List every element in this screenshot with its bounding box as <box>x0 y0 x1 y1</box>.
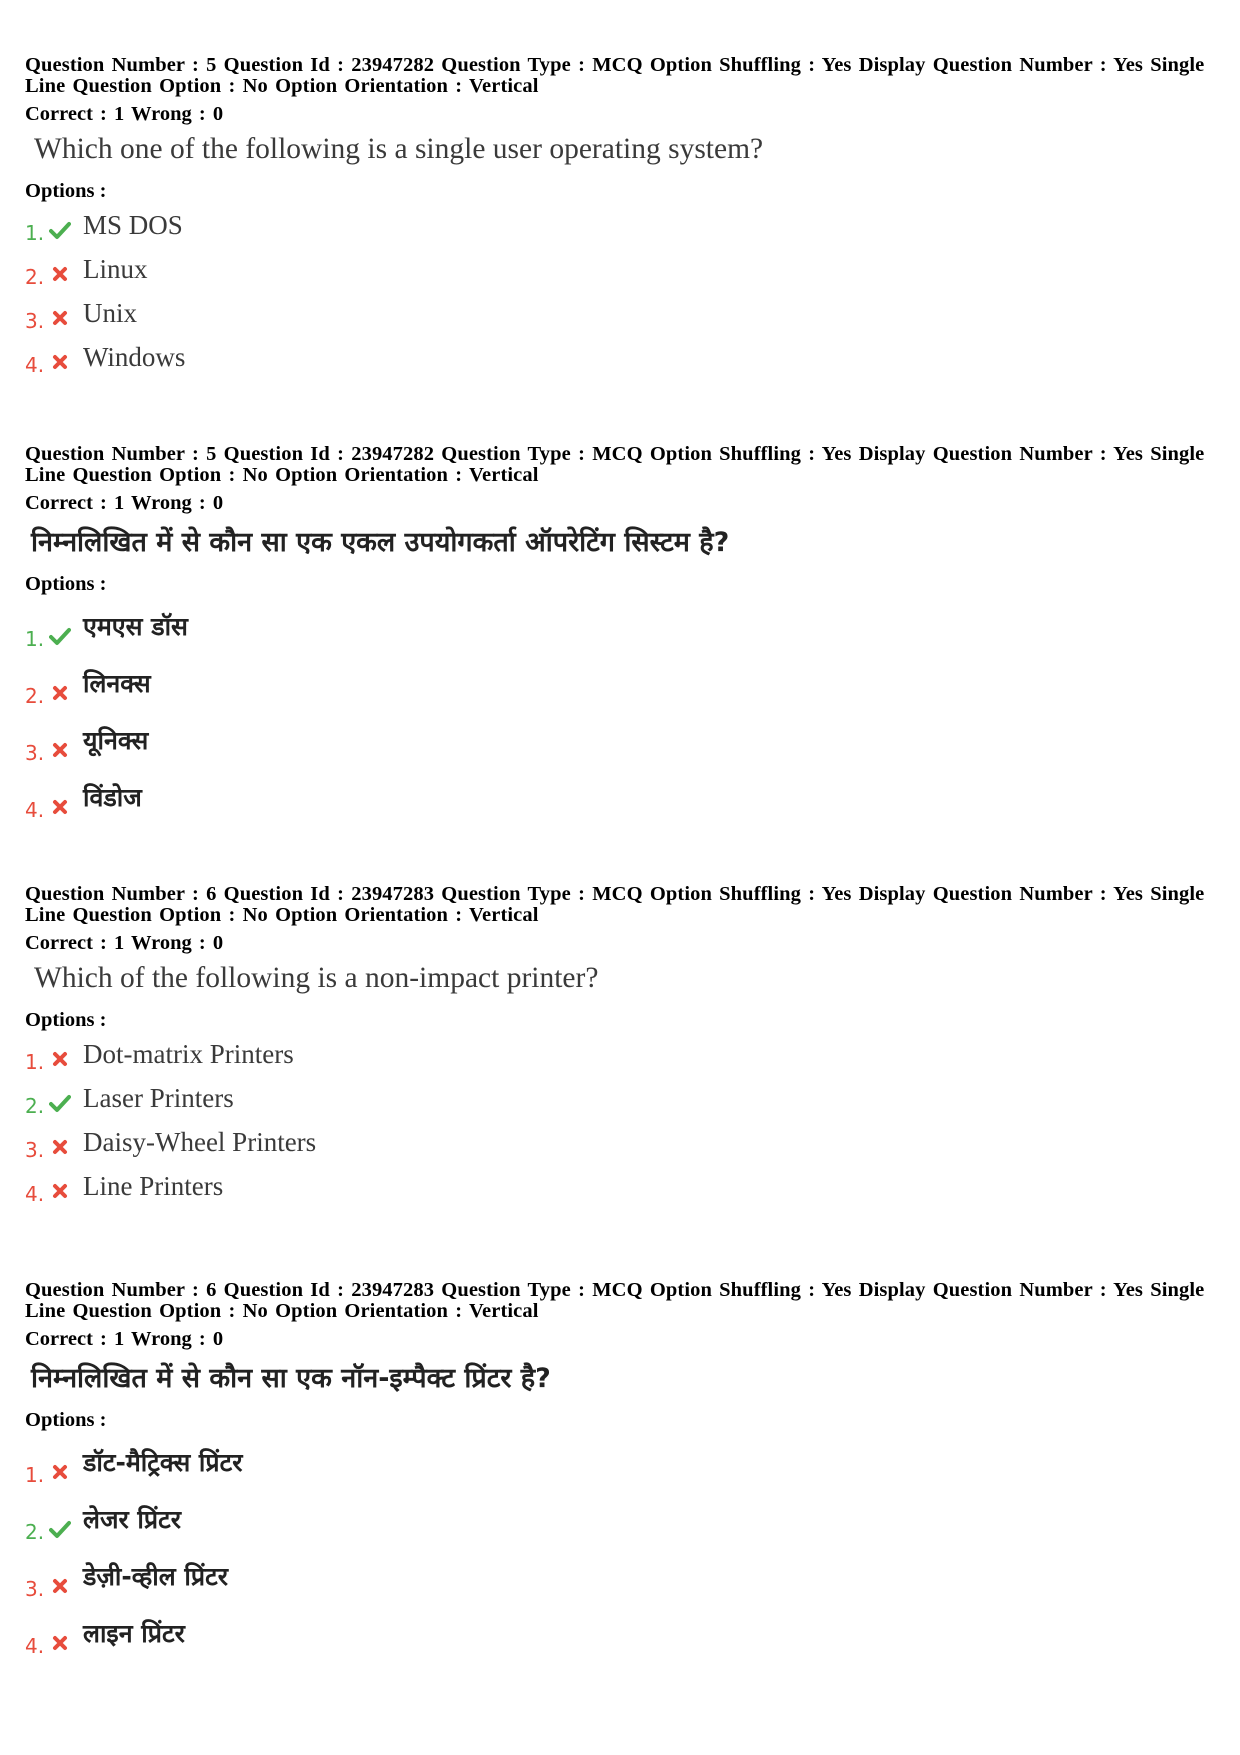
option-text: एमएस डॉस <box>83 612 188 641</box>
question-text: Which of the following is a non-impact printer? <box>34 962 599 994</box>
marking-scheme: Correct : 1 Wrong : 0 <box>25 492 224 514</box>
options-label: Options : <box>25 180 107 202</box>
option-number: 2. <box>25 1094 45 1118</box>
option-text: Dot-matrix Printers <box>83 1039 294 1069</box>
option-text: Line Printers <box>83 1171 224 1201</box>
check-icon <box>49 1092 71 1114</box>
option-number: 4. <box>25 353 45 377</box>
cross-icon <box>49 682 71 704</box>
option-number: 3. <box>25 1138 45 1162</box>
option-text: Unix <box>83 298 137 328</box>
option-text: Windows <box>83 342 186 372</box>
question-block <box>25 884 1215 1208</box>
option-text: लिनक्स <box>83 669 151 698</box>
check-icon <box>49 1518 71 1540</box>
option-number: 1. <box>25 1050 45 1074</box>
option-text: डॉट-मैट्रिक्स प्रिंटर <box>83 1448 243 1477</box>
option-number: 4. <box>25 1634 45 1658</box>
option-text: लेजर प्रिंटर <box>83 1505 181 1534</box>
question-meta: Question Number : 5 Question Id : 23947282 Question Type : MCQ Option Shuffling : Yes Display Question Number : Yes Single Line Question Option : No Option Orientation : Vertical <box>25 443 1205 486</box>
question-meta: Question Number : 5 Question Id : 23947282 Question Type : MCQ Option Shuffling : Yes Display Question Number : Yes Single Line Question Option : No Option Orientation : Vertical <box>25 54 1205 97</box>
option-number: 2. <box>25 265 45 289</box>
check-icon <box>49 219 71 241</box>
option-item <box>25 1489 1215 1546</box>
option-number: 1. <box>25 627 45 651</box>
option-item <box>25 710 1215 767</box>
option-item <box>25 653 1215 710</box>
option-number: 3. <box>25 741 45 765</box>
option-item <box>25 1164 1215 1208</box>
cross-icon <box>49 1180 71 1202</box>
option-item <box>25 1546 1215 1603</box>
option-number: 1. <box>25 1463 45 1487</box>
option-number: 1. <box>25 221 45 245</box>
option-item <box>25 247 1215 291</box>
cross-icon <box>49 1048 71 1070</box>
option-item <box>25 1032 1215 1076</box>
cross-icon <box>49 796 71 818</box>
cross-icon <box>49 307 71 329</box>
cross-icon <box>49 1632 71 1654</box>
question-block <box>25 444 1215 824</box>
option-text: यूनिक्स <box>83 726 149 755</box>
marking-scheme: Correct : 1 Wrong : 0 <box>25 932 224 954</box>
option-item <box>25 1432 1215 1489</box>
option-item <box>25 767 1215 824</box>
question-meta: Question Number : 6 Question Id : 23947283 Question Type : MCQ Option Shuffling : Yes Display Question Number : Yes Single Line Question Option : No Option Orientation : Vertical <box>25 1279 1205 1322</box>
option-text: MS DOS <box>83 210 183 240</box>
cross-icon <box>49 351 71 373</box>
option-text: Daisy-Wheel Printers <box>83 1127 317 1157</box>
option-item <box>25 1076 1215 1120</box>
option-number: 2. <box>25 1520 45 1544</box>
option-text: लाइन प्रिंटर <box>83 1619 185 1648</box>
option-text: डेज़ी-व्हील प्रिंटर <box>83 1562 228 1591</box>
option-item <box>25 203 1215 247</box>
option-item <box>25 596 1215 653</box>
option-text: विंडोज <box>83 783 142 812</box>
question-paper <box>25 0 1215 1755</box>
question-meta: Question Number : 6 Question Id : 23947283 Question Type : MCQ Option Shuffling : Yes Display Question Number : Yes Single Line Question Option : No Option Orientation : Vertical <box>25 883 1205 926</box>
question-block <box>25 55 1215 379</box>
option-number: 4. <box>25 1182 45 1206</box>
cross-icon <box>49 1461 71 1483</box>
option-item <box>25 291 1215 335</box>
option-item <box>25 1603 1215 1660</box>
option-item <box>25 335 1215 379</box>
question-text: निम्नलिखित में से कौन सा एक नॉन-इम्पैक्ट प्रिंटर है? <box>31 1363 551 1394</box>
option-item <box>25 1120 1215 1164</box>
cross-icon <box>49 739 71 761</box>
marking-scheme: Correct : 1 Wrong : 0 <box>25 103 224 125</box>
question-text: निम्नलिखित में से कौन सा एक एकल उपयोगकर्ता ऑपरेटिंग सिस्टम है? <box>31 527 730 558</box>
option-number: 3. <box>25 1577 45 1601</box>
cross-icon <box>49 1575 71 1597</box>
options-label: Options : <box>25 1009 107 1031</box>
question-block <box>25 1280 1215 1660</box>
option-number: 2. <box>25 684 45 708</box>
option-number: 3. <box>25 309 45 333</box>
option-text: Laser Printers <box>83 1083 234 1113</box>
option-text: Linux <box>83 254 148 284</box>
marking-scheme: Correct : 1 Wrong : 0 <box>25 1328 224 1350</box>
options-label: Options : <box>25 1409 107 1431</box>
cross-icon <box>49 263 71 285</box>
check-icon <box>49 625 71 647</box>
options-label: Options : <box>25 573 107 595</box>
option-number: 4. <box>25 798 45 822</box>
question-text: Which one of the following is a single user operating system? <box>34 133 764 165</box>
cross-icon <box>49 1136 71 1158</box>
